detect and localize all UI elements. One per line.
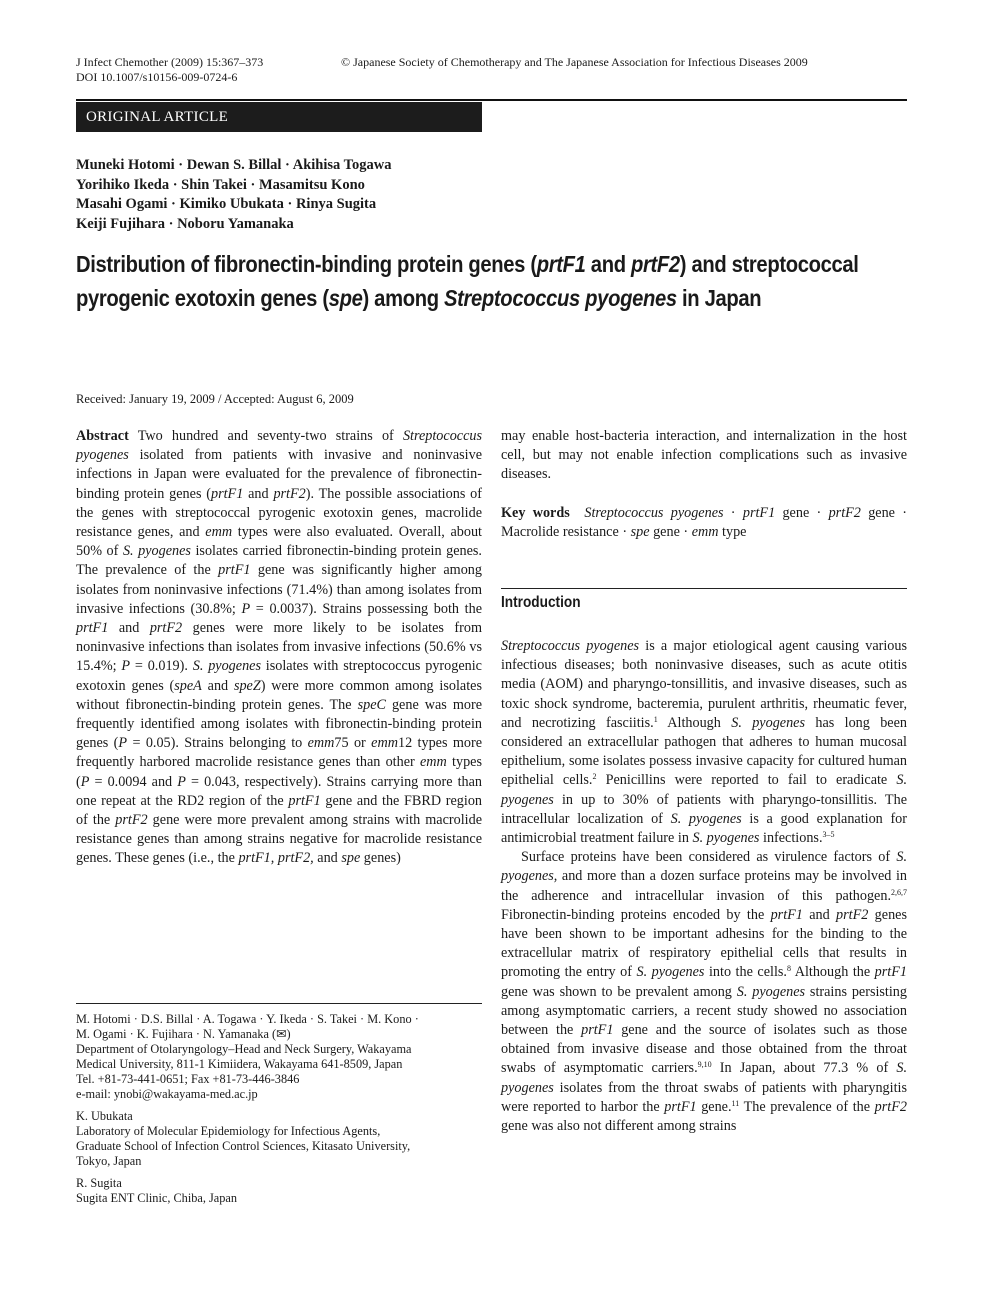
author-line: Keiji Fujihara · Noboru Yamanaka (76, 215, 294, 232)
article-type-banner: ORIGINAL ARTICLE (76, 102, 482, 132)
author-line: Masahi Ogami · Kimiko Ubukata · Rinya Sugita (76, 196, 377, 212)
contact-email[interactable]: e-mail: ynobi@wakayama-med.ac.jp (76, 1087, 258, 1101)
keywords-block (501, 427, 907, 542)
affiliation-2: K. Ubukata Laboratory of Molecular Epidemiology for Infectious Agents, Graduate School of Infection Control Sciences, Kitasato University, Tokyo, Japan (76, 1109, 411, 1168)
header-rule (76, 99, 907, 101)
abstract (76, 427, 482, 869)
doi: DOI 10.1007/s10156-009-0724-6 (76, 70, 238, 84)
affiliation-1: M. Hotomi · D.S. Billal · A. Togawa · Y. Ikeda · S. Takei · M. Kono · M. Ogami · K. Fujihara · N. Yamanaka (✉) Department of Otolaryngology–Head and Neck Surgery, Wakayama Medical University, 811-1 Kimiidera, Wakayama 641-8509, Japan Tel. +81-73-441-0651; Fax +81-73-446-3846 e-mail: ynobi@wakayama-med.ac.jp (76, 1012, 419, 1101)
article-title: Distribution of fibronectin-binding protein genes (prtF1 and prtF2) and streptococcal pyrogenic exotoxin genes (spe) among Streptococcus pyogenes in Japan (76, 251, 859, 311)
author-list (76, 156, 391, 234)
abstract-text: Abstract Two hundred and seventy-two strains of Streptococcus pyogenes isolated from patients with invasive and noninvasive infections in Japan were evaluated for the prevalence of fibronectin-binding protein genes (prtF1 and prtF2). The possible associations of the genes with streptococcal pyrogenic exotoxin genes, macrolide resistance genes, and emm types were also evaluated. Overall, about 50% of S. pyogenes isolates carried fibronectin-binding protein genes. The prevalence of the prtF1 gene was significantly higher among isolates from noninvasive infections (71.4%) than among isolates from invasive infections (30.8%; P = 0.0037). Strains possessing both the prtF1 and prtF2 genes were more likely to be isolates from noninvasive infections than isolates from invasive infections (50.6% vs 15.4%; P = 0.019). S. pyogenes isolates with streptococcus pyrogenic exotoxin genes (speA and speZ) were more common among isolates without fibronectin-binding protein genes. The speC gene was more frequently identified among isolates with fibronectin-binding protein genes (P = 0.05). Strains belonging to emm75 or emm12 types more frequently harbored macrolide resistance genes than other emm types (P = 0.0094 and P = 0.043, respectively). Strains carrying more than one repeat at the RD2 region of the prtF1 gene and the FBRD region of the prtF2 gene were more prevalent among strains with macrolide resistance genes than among strains negative for macrolide resistance genes. These genes (i.e., the prtF1, prtF2, and spe genes) (76, 428, 483, 867)
author-line: Muneki Hotomi · Dewan S. Billal · Akihisa Togawa (76, 157, 392, 173)
copyright-notice: © Japanese Society of Chemotherapy and The Japanese Association for Infectious Diseases 2009 (341, 55, 808, 69)
introduction-body (501, 637, 907, 1136)
affiliation-3: R. Sugita Sugita ENT Clinic, Chiba, Japan (76, 1176, 237, 1205)
received-dates: Received: January 19, 2009 / Accepted: August 6, 2009 (76, 392, 354, 406)
journal-citation: J Infect Chemother (2009) 15:367–373 (76, 55, 264, 69)
introduction-heading: Introduction (501, 594, 581, 611)
author-line: Yorihiko Ikeda · Shin Takei · Masamitsu Kono (76, 176, 365, 193)
author-affiliations (76, 1012, 496, 1213)
abstract-label: Abstract (76, 428, 129, 444)
envelope-icon: ✉ (276, 1027, 287, 1041)
intro-paragraph-2: Surface proteins have been considered as virulence factors of S. pyogenes, and more than a dozen surface proteins may be involved in the adherence and intracellular invasion of this pathogen.$^{2,6,7}$ Fibronectin-binding proteins encoded by the prtF1 and prtF2 genes have been shown to be important adhesins for the binding to the extracellular matrix of respiratory epithelial cells that results in promoting the entry of S. pyogenes into the cells.$^8$ Although the prtF1 gene was shown to be prevalent among S. pyogenes strains persisting among asymptomatic carriers, a recent study showed no association between the prtF1 gene and the source of isolates such as those obtained from invasive disease and those obtained from the throat swabs of asymptomatic carriers.$^{9,10}$ In Japan, about 77.3 % of S. pyogenes isolates from the throat swabs of patients with pharyngitis were reported to harbor the prtF1 gene.$^{11}$ The prevalence of the prtF2 gene was also not different among strains (501, 849, 907, 1135)
footnote-rule (76, 1003, 482, 1004)
keywords: Key words Streptococcus pyogenes · prtF1 gene · prtF2 gene · Macrolide resistance · spe gene · emm type (501, 504, 908, 540)
section-rule (501, 588, 907, 589)
intro-paragraph-1: Streptococcus pyogenes is a major etiological agent causing various infectious diseases; both noninvasive diseases, such as acute otitis media (AOM) and pharyngo-tonsillitis, and invasive diseases, such as toxic shock syndrome, bacteremia, purulent arthritis, rheumatic fever, and necrotizing fasciitis.$^1$ Although S. pyogenes has long been considered an extracellular pathogen that adheres to human mucosal epithelium, some isolates possess invasive capacity for cultured human epithelial cells.$^2$ Penicillins were reported to fail to eradicate S. pyogenes in up to 30% of patients with pharyngo-tonsillitis. The intracellular localization of S. pyogenes is a good explanation for antimicrobial treatment failure in S. pyogenes infections.$^{3-5}$ (501, 638, 908, 847)
abstract-continuation: may enable host-bacteria interaction, and internalization in the host cell, but may not enable infection complications such as invasive diseases. (501, 428, 907, 483)
